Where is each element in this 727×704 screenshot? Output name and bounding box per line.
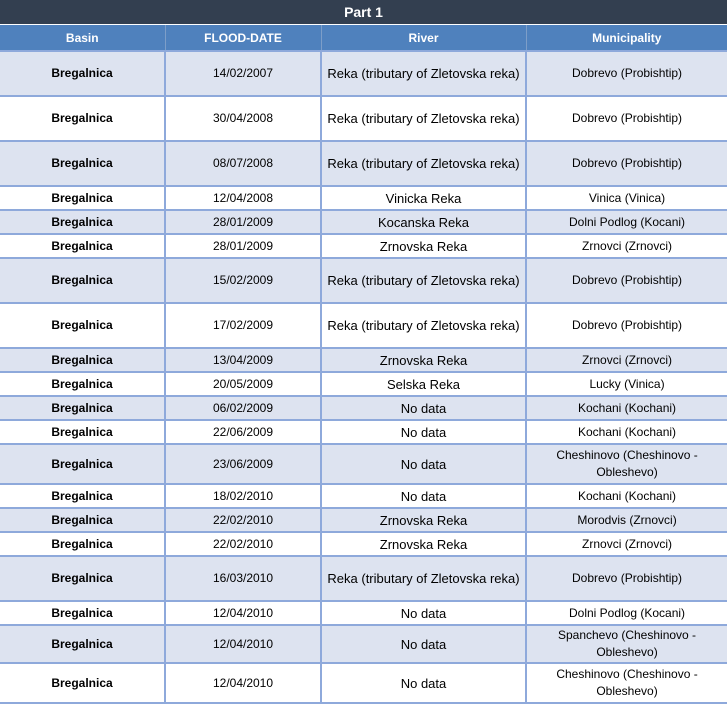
column-header-flood-date: FLOOD-DATE <box>165 25 321 52</box>
flood-date-cell: 12/04/2010 <box>165 663 321 703</box>
river-cell: Zrnovska Reka <box>321 234 526 258</box>
basin-cell: Bregalnica <box>0 420 165 444</box>
basin-cell: Bregalnica <box>0 141 165 186</box>
municipality-cell: Dobrevo (Probishtip) <box>526 51 727 96</box>
table-row <box>0 420 727 444</box>
basin-cell: Bregalnica <box>0 258 165 303</box>
table-title: Part 1 <box>0 0 727 25</box>
flood-date-cell: 20/05/2009 <box>165 372 321 396</box>
flood-date-cell: 28/01/2009 <box>165 210 321 234</box>
flood-date-cell: 23/06/2009 <box>165 444 321 484</box>
municipality-cell: Dobrevo (Probishtip) <box>526 556 727 601</box>
flood-date-cell: 06/02/2009 <box>165 396 321 420</box>
table-row <box>0 532 727 556</box>
river-cell: Reka (tributary of Zletovska reka) <box>321 141 526 186</box>
basin-cell: Bregalnica <box>0 663 165 703</box>
river-cell: Reka (tributary of Zletovska reka) <box>321 258 526 303</box>
table-row <box>0 484 727 508</box>
flood-date-cell: 18/02/2010 <box>165 484 321 508</box>
flood-date-cell: 16/03/2010 <box>165 556 321 601</box>
river-cell: Zrnovska Reka <box>321 348 526 372</box>
table-body <box>0 51 727 703</box>
municipality-cell: Spanchevo (Cheshinovo - Obleshevo) <box>526 625 727 663</box>
municipality-cell: Cheshinovo (Cheshinovo - Obleshevo) <box>526 663 727 703</box>
flood-date-cell: 22/06/2009 <box>165 420 321 444</box>
table-row <box>0 258 727 303</box>
municipality-cell: Lucky (Vinica) <box>526 372 727 396</box>
basin-cell: Bregalnica <box>0 625 165 663</box>
table-row <box>0 601 727 625</box>
flood-date-cell: 12/04/2008 <box>165 186 321 210</box>
river-cell: No data <box>321 444 526 484</box>
flood-date-cell: 13/04/2009 <box>165 348 321 372</box>
basin-cell: Bregalnica <box>0 234 165 258</box>
basin-cell: Bregalnica <box>0 348 165 372</box>
table-row <box>0 303 727 348</box>
basin-cell: Bregalnica <box>0 396 165 420</box>
table-row <box>0 51 727 96</box>
basin-cell: Bregalnica <box>0 508 165 532</box>
table-row <box>0 96 727 141</box>
column-header-row <box>0 25 727 52</box>
municipality-cell: Dolni Podlog (Kocani) <box>526 210 727 234</box>
column-header-municipality: Municipality <box>526 25 727 52</box>
river-cell: No data <box>321 396 526 420</box>
basin-cell: Bregalnica <box>0 444 165 484</box>
table-row <box>0 210 727 234</box>
column-header-river: River <box>321 25 526 52</box>
table-row <box>0 444 727 484</box>
basin-cell: Bregalnica <box>0 51 165 96</box>
river-cell: Reka (tributary of Zletovska reka) <box>321 303 526 348</box>
municipality-cell: Dobrevo (Probishtip) <box>526 258 727 303</box>
flood-date-cell: 12/04/2010 <box>165 601 321 625</box>
table-row <box>0 556 727 601</box>
basin-cell: Bregalnica <box>0 186 165 210</box>
river-cell: Reka (tributary of Zletovska reka) <box>321 556 526 601</box>
flood-date-cell: 28/01/2009 <box>165 234 321 258</box>
river-cell: Reka (tributary of Zletovska reka) <box>321 96 526 141</box>
municipality-cell: Vinica (Vinica) <box>526 186 727 210</box>
basin-cell: Bregalnica <box>0 303 165 348</box>
column-header-basin: Basin <box>0 25 165 52</box>
basin-cell: Bregalnica <box>0 372 165 396</box>
municipality-cell: Kochani (Kochani) <box>526 420 727 444</box>
flood-date-cell: 15/02/2009 <box>165 258 321 303</box>
table-row <box>0 234 727 258</box>
flood-date-cell: 17/02/2009 <box>165 303 321 348</box>
municipality-cell: Kochani (Kochani) <box>526 396 727 420</box>
river-cell: No data <box>321 625 526 663</box>
river-cell: No data <box>321 663 526 703</box>
table-row <box>0 663 727 703</box>
river-cell: Reka (tributary of Zletovska reka) <box>321 51 526 96</box>
table-row <box>0 186 727 210</box>
table-title-row <box>0 0 727 25</box>
river-cell: Zrnovska Reka <box>321 508 526 532</box>
municipality-cell: Zrnovci (Zrnovci) <box>526 234 727 258</box>
river-cell: No data <box>321 484 526 508</box>
river-cell: No data <box>321 601 526 625</box>
river-cell: Zrnovska Reka <box>321 532 526 556</box>
basin-cell: Bregalnica <box>0 532 165 556</box>
municipality-cell: Dolni Podlog (Kocani) <box>526 601 727 625</box>
basin-cell: Bregalnica <box>0 484 165 508</box>
municipality-cell: Dobrevo (Probishtip) <box>526 303 727 348</box>
flood-date-cell: 14/02/2007 <box>165 51 321 96</box>
table-row <box>0 348 727 372</box>
table-row <box>0 141 727 186</box>
flood-date-cell: 08/07/2008 <box>165 141 321 186</box>
table-row <box>0 396 727 420</box>
municipality-cell: Dobrevo (Probishtip) <box>526 96 727 141</box>
basin-cell: Bregalnica <box>0 601 165 625</box>
river-cell: Kocanska Reka <box>321 210 526 234</box>
river-cell: Vinicka Reka <box>321 186 526 210</box>
municipality-cell: Morodvis (Zrnovci) <box>526 508 727 532</box>
basin-cell: Bregalnica <box>0 96 165 141</box>
table-row <box>0 625 727 663</box>
table-row <box>0 508 727 532</box>
flood-date-cell: 22/02/2010 <box>165 532 321 556</box>
river-cell: Selska Reka <box>321 372 526 396</box>
basin-cell: Bregalnica <box>0 556 165 601</box>
flood-date-cell: 30/04/2008 <box>165 96 321 141</box>
flood-date-cell: 12/04/2010 <box>165 625 321 663</box>
table-row <box>0 372 727 396</box>
river-cell: No data <box>321 420 526 444</box>
municipality-cell: Zrnovci (Zrnovci) <box>526 532 727 556</box>
municipality-cell: Zrnovci (Zrnovci) <box>526 348 727 372</box>
flood-date-cell: 22/02/2010 <box>165 508 321 532</box>
basin-cell: Bregalnica <box>0 210 165 234</box>
municipality-cell: Cheshinovo (Cheshinovo - Obleshevo) <box>526 444 727 484</box>
municipality-cell: Dobrevo (Probishtip) <box>526 141 727 186</box>
municipality-cell: Kochani (Kochani) <box>526 484 727 508</box>
